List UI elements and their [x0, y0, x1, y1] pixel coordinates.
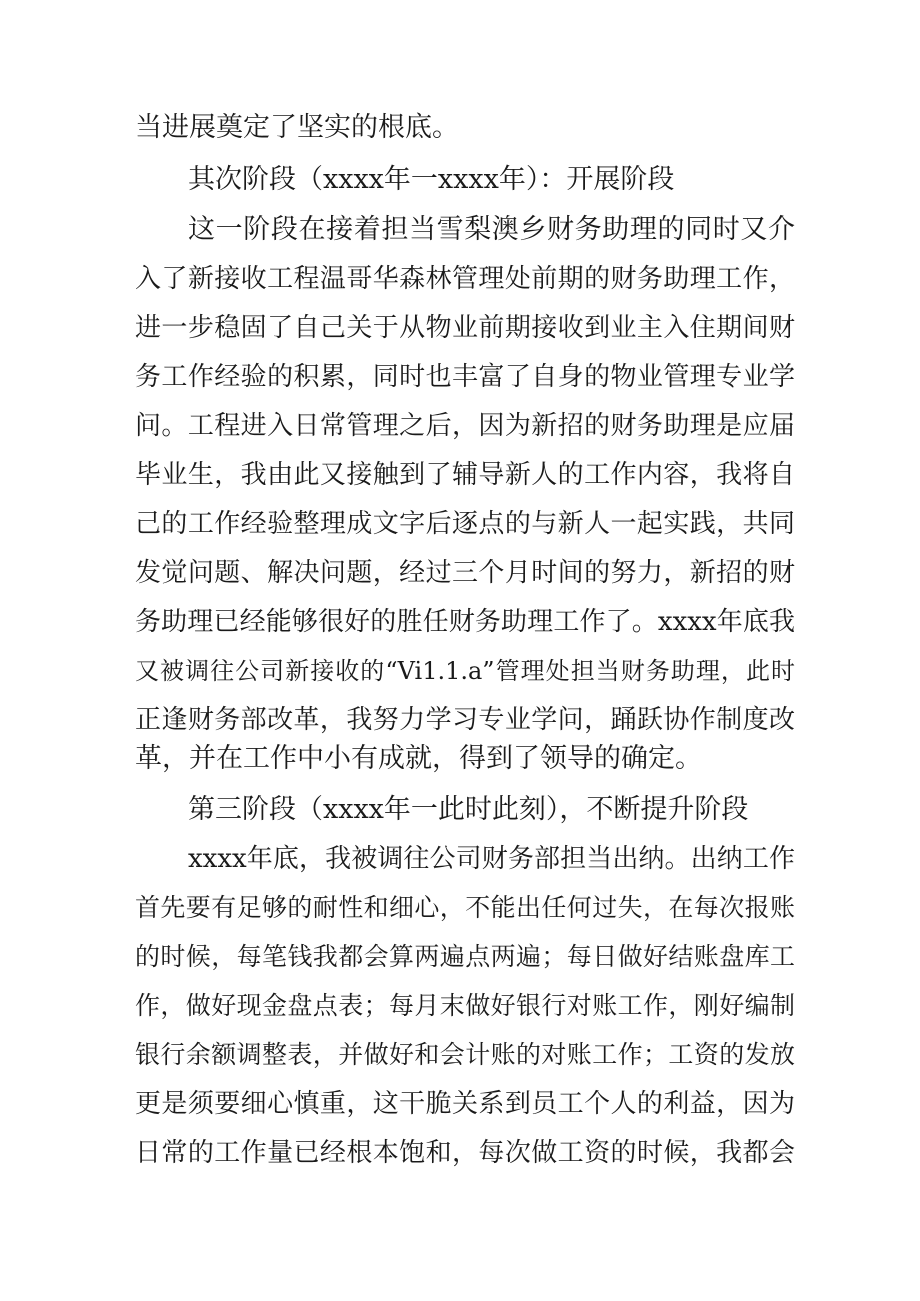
paragraph-line: 又被调往公司新接收的“Vi1.1.a”管理处担当财务助理，此时: [135, 657, 795, 685]
paragraph-line: 作，做好现金盘点表；每月末做好银行对账工作，刚好编制: [135, 991, 795, 1020]
paragraph-line: 这一阶段在接着担当雪梨澳乡财务助理的同时又介: [188, 214, 795, 245]
paragraph-line: 进一步稳固了自己关于从物业前期接收到业主入住期间财: [135, 313, 795, 343]
paragraph-line: xxxx年底，我被调往公司财务部担当出纳。出纳工作: [188, 844, 795, 874]
paragraph-line: 务工作经验的积累，同时也丰富了自身的物业管理专业学: [135, 362, 795, 392]
paragraph-line: 革，并在工作中小有成就，得到了领导的确定。: [135, 743, 702, 774]
paragraph-line: 日常的工作量已经根本饱和，每次做工资的时候，我都会: [135, 1138, 795, 1168]
paragraph-line: 正逢财务部改革，我努力学习专业学问，踊跃协作制度改: [135, 705, 795, 735]
paragraph-line: 银行余额调整表，并做好和会计账的对账工作；工资的发放: [135, 1040, 795, 1069]
paragraph-line: 己的工作经验整理成文字后逐点的与新人一起实践，共同: [135, 509, 795, 539]
paragraph-line: 问。工程进入日常管理之后，因为新招的财务助理是应届: [135, 411, 795, 441]
paragraph-line: 当进展奠定了坚实的根底。: [135, 112, 459, 143]
paragraph-line: 毕业生，我由此又接触到了辅导新人的工作内容，我将自: [135, 460, 795, 490]
paragraph-line: 更是须要细心慎重，这干脆关系到员工个人的利益，因为: [135, 1089, 795, 1119]
paragraph-line: 发觉问题、解决问题，经过三个月时间的努力，新招的财: [135, 558, 795, 588]
paragraph-line: 入了新接收工程温哥华森林管理处前期的财务助理工作，: [135, 264, 795, 294]
paragraph-line: 首先要有足够的耐性和细心，不能出任何过失，在每次报账: [135, 893, 795, 922]
section-heading-stage-two: 其次阶段（xxxx年一xxxx年）：开展阶段: [188, 164, 675, 195]
paragraph-line: 务助理已经能够很好的胜任财务助理工作了。xxxx年底我: [135, 607, 795, 637]
section-heading-stage-three: 第三阶段（xxxx年一此时此刻），不断提升阶段: [188, 794, 749, 825]
paragraph-line: 的时候，每笔钱我都会算两遍点两遍；每日做好结账盘库工: [135, 942, 795, 971]
